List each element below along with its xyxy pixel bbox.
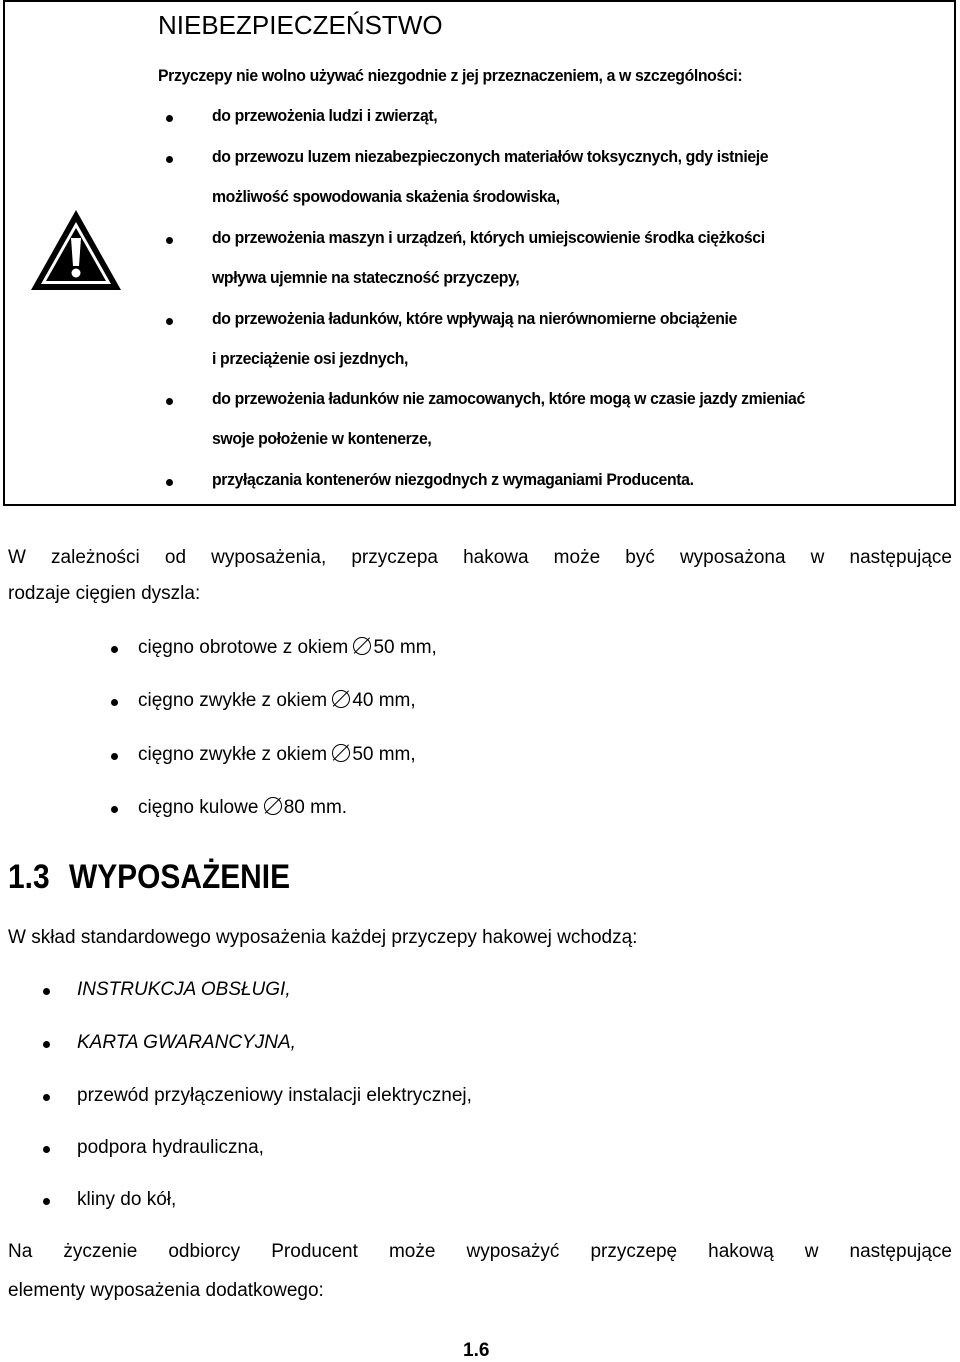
equipment-item: podpora hydrauliczna, [77, 1137, 264, 1158]
diameter-icon [332, 744, 350, 762]
drawbar-item-label: cięgno zwykłe z okiem [138, 690, 328, 711]
drawbar-item-value: 50 mm, [373, 637, 437, 658]
bullet [166, 237, 173, 244]
bullet [166, 398, 173, 405]
drawbar-item-label: cięgno zwykłe z okiem [138, 744, 328, 765]
bullet [43, 988, 50, 995]
drawbar-item [138, 637, 437, 659]
danger-item-text: możliwość spowodowania skażenia środowiska, [212, 187, 560, 206]
danger-item-text: do przewożenia maszyn i urządzeń, których umiejscowienie środka ciężkości [212, 228, 765, 247]
drawbar-item-label: cięgno kulowe [138, 797, 259, 818]
drawbar-paragraph [8, 540, 952, 612]
drawbar-item-label: cięgno obrotowe z okiem [138, 637, 349, 658]
bullet [166, 115, 173, 122]
warning-triangle-icon [29, 208, 123, 292]
optional-equipment-paragraph [8, 1232, 952, 1310]
drawbar-item [138, 797, 347, 819]
paragraph-line: W zależności od wyposażenia, przyczepa hakowa może być wyposażona w następujące [8, 547, 952, 568]
bullet [111, 646, 118, 653]
bullet [166, 479, 173, 486]
danger-item-text: i przeciążenie osi jezdnych, [212, 349, 409, 368]
paragraph-line: Na życzenie odbiorcy Producent może wyposażyć przyczepę hakową w następujące [8, 1241, 952, 1262]
danger-item-text: swoje położenie w kontenerze, [212, 429, 432, 448]
drawbar-item-value: 40 mm, [352, 690, 416, 711]
danger-item-text: do przewozu luzem niezabezpieczonych materiałów toksycznych, gdy istnieje [212, 147, 769, 166]
bullet [43, 1146, 50, 1153]
section-number: 1.3 [8, 858, 50, 896]
danger-item-text: do przewożenia ludzi i zwierząt, [212, 106, 438, 125]
bullet [111, 806, 118, 813]
danger-item-text: do przewożenia ładunków nie zamocowanych, które mogą w czasie jazdy zmieniać [212, 389, 805, 408]
equipment-item: KARTA GWARANCYJNA, [77, 1032, 296, 1053]
diameter-icon [332, 690, 350, 708]
drawbar-item-value: 80 mm. [283, 797, 348, 818]
paragraph-line: rodzaje cięgien dyszla: [8, 583, 201, 604]
danger-title: NIEBEZPIECZEŃSTWO [158, 10, 443, 40]
diameter-icon [353, 637, 371, 655]
section-title: WYPOSAŻENIE [68, 858, 291, 896]
equipment-intro [8, 920, 952, 956]
bullet [43, 1094, 50, 1101]
paragraph-line: elementy wyposażenia dodatkowego: [8, 1280, 324, 1301]
danger-item-text: do przewożenia ładunków, które wpływają na nierównomierne obciążenie [212, 309, 737, 328]
bullet [43, 1041, 50, 1048]
bullet [166, 156, 173, 163]
drawbar-item [138, 690, 416, 712]
section-heading [8, 858, 290, 897]
equipment-item: przewód przyłączeniowy instalacji elektrycznej, [77, 1085, 472, 1106]
bullet [166, 318, 173, 325]
danger-item-text: przyłączania kontenerów niezgodnych z wymaganiami Producenta. [212, 470, 694, 489]
danger-intro: Przyczepy nie wolno używać niezgodnie z jej przeznaczeniem, a w szczególności: [158, 66, 743, 85]
equipment-item: INSTRUKCJA OBSŁUGI, [77, 979, 291, 1000]
equipment-item: kliny do kół, [77, 1189, 177, 1210]
drawbar-item-value: 50 mm, [352, 744, 416, 765]
bullet [111, 753, 118, 760]
diameter-icon [264, 797, 282, 815]
bullet [111, 699, 118, 706]
page-number: 1.6 [463, 1340, 490, 1361]
danger-item-text: wpływa ujemnie na stateczność przyczepy, [212, 268, 520, 287]
drawbar-item [138, 744, 416, 766]
bullet [43, 1198, 50, 1205]
paragraph-line: W skład standardowego wyposażenia każdej przyczepy hakowej wchodzą: [8, 927, 638, 948]
